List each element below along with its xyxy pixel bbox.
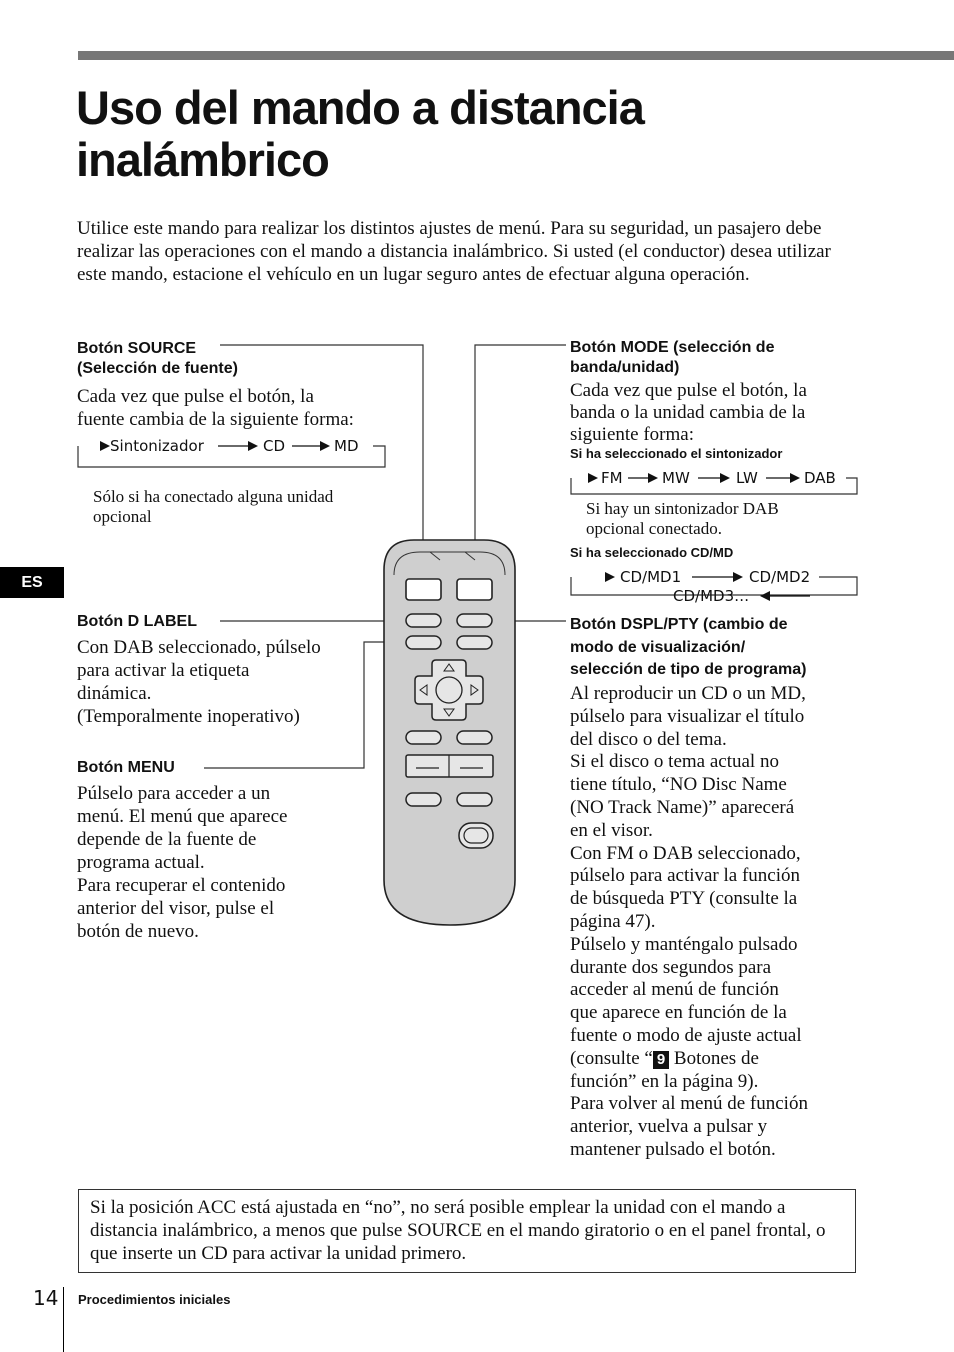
dspl-description: Al reproducir un CD o un MD, púlselo para visualizar el título del disco o del tema. Si el disco o tema actual no tiene título, “NO Disc Name (NO Track Name)” aparecerá en el visor. Con FM o DAB seleccionado, púlselo para activar la función de búsqueda PTY (consulte la página 47). Púlselo y manténgalo pulsado durante dos segundos para acceder al menú de función que aparece en función de la fuente o modo de ajuste actual (consulte “ 9 Botones de función” en la página 9). Para volver al menú de función anterior, vuelva a pulsar y mantener pulsado el botón. — [570, 683, 808, 1160]
language-tab: ES — [0, 567, 64, 598]
source-heading: Botón SOURCE (Selección de fuente) — [77, 340, 238, 377]
tuner-label: Si ha seleccionado el sintonizador — [570, 446, 783, 461]
dlabel-description: Con DAB seleccionado, púlselo para activar la etiqueta dinámica. (Temporalmente inoperativo) — [77, 637, 321, 727]
section-name: Procedimientos iniciales — [78, 1292, 231, 1307]
footer-divider — [63, 1287, 64, 1352]
flow-lw: LW — [736, 469, 758, 487]
flow-dab: DAB — [804, 469, 836, 487]
dlabel-heading: Botón D LABEL — [77, 613, 197, 630]
intro-paragraph: Utilice este mando para realizar los distintos ajustes de menú. Para su seguridad, un pasajero debe realizar las operaciones con el mando a distancia inalámbrico. Si usted (el conductor) desea utilizar este mando, estacione el vehículo en un lugar seguro antes de efectuar alguna operación. — [77, 218, 831, 285]
page-number: 14 — [33, 1286, 59, 1310]
mode-description: Cada vez que pulse el botón, la banda o la unidad cambia de la siguiente forma: — [570, 380, 807, 445]
flow-cdmd3: CD/MD3… — [673, 587, 750, 605]
flow-fm: FM — [601, 469, 623, 487]
note-text: Si la posición ACC está ajustada en “no”, no será posible emplear la unidad con el mando a distancia inalámbrico, a menos que pulse SOURCE en el mando giratorio o en el panel frontal, o que inserte un CD para activar la unidad primero. — [90, 1197, 826, 1264]
dspl-heading: Botón DSPL/PTY (cambio de modo de visualización/ selección de tipo de programa) — [570, 616, 807, 678]
flow-cdmd1: CD/MD1 — [620, 568, 682, 586]
menu-heading: Botón MENU — [77, 759, 175, 776]
menu-description: Púlselo para acceder a un menú. El menú que aparece depende de la fuente de programa actual. Para recuperar el contenido anterior del visor, pulse el botón de nuevo. — [77, 783, 288, 942]
flow-cd: CD — [263, 437, 286, 455]
flow-mw: MW — [662, 469, 690, 487]
flow-sintonizador: Sintonizador — [110, 437, 204, 455]
remote-control-illustration — [384, 540, 515, 925]
cd-label: Si ha seleccionado CD/MD — [570, 545, 734, 560]
flow-md: MD — [334, 437, 359, 455]
flow-cdmd2: CD/MD2 — [749, 568, 811, 586]
source-note: Sólo si ha conectado alguna unidad opcional — [93, 487, 334, 526]
step-number-badge: 9 — [653, 1051, 669, 1069]
source-description: Cada vez que pulse el botón, la fuente cambia de la siguiente forma: — [77, 386, 354, 430]
page-title: Uso del mando a distancia inalámbrico — [76, 81, 644, 186]
dab-note: Si hay un sintonizador DAB opcional conectado. — [586, 499, 779, 538]
mode-heading: Botón MODE (selección de banda/unidad) — [570, 339, 775, 376]
